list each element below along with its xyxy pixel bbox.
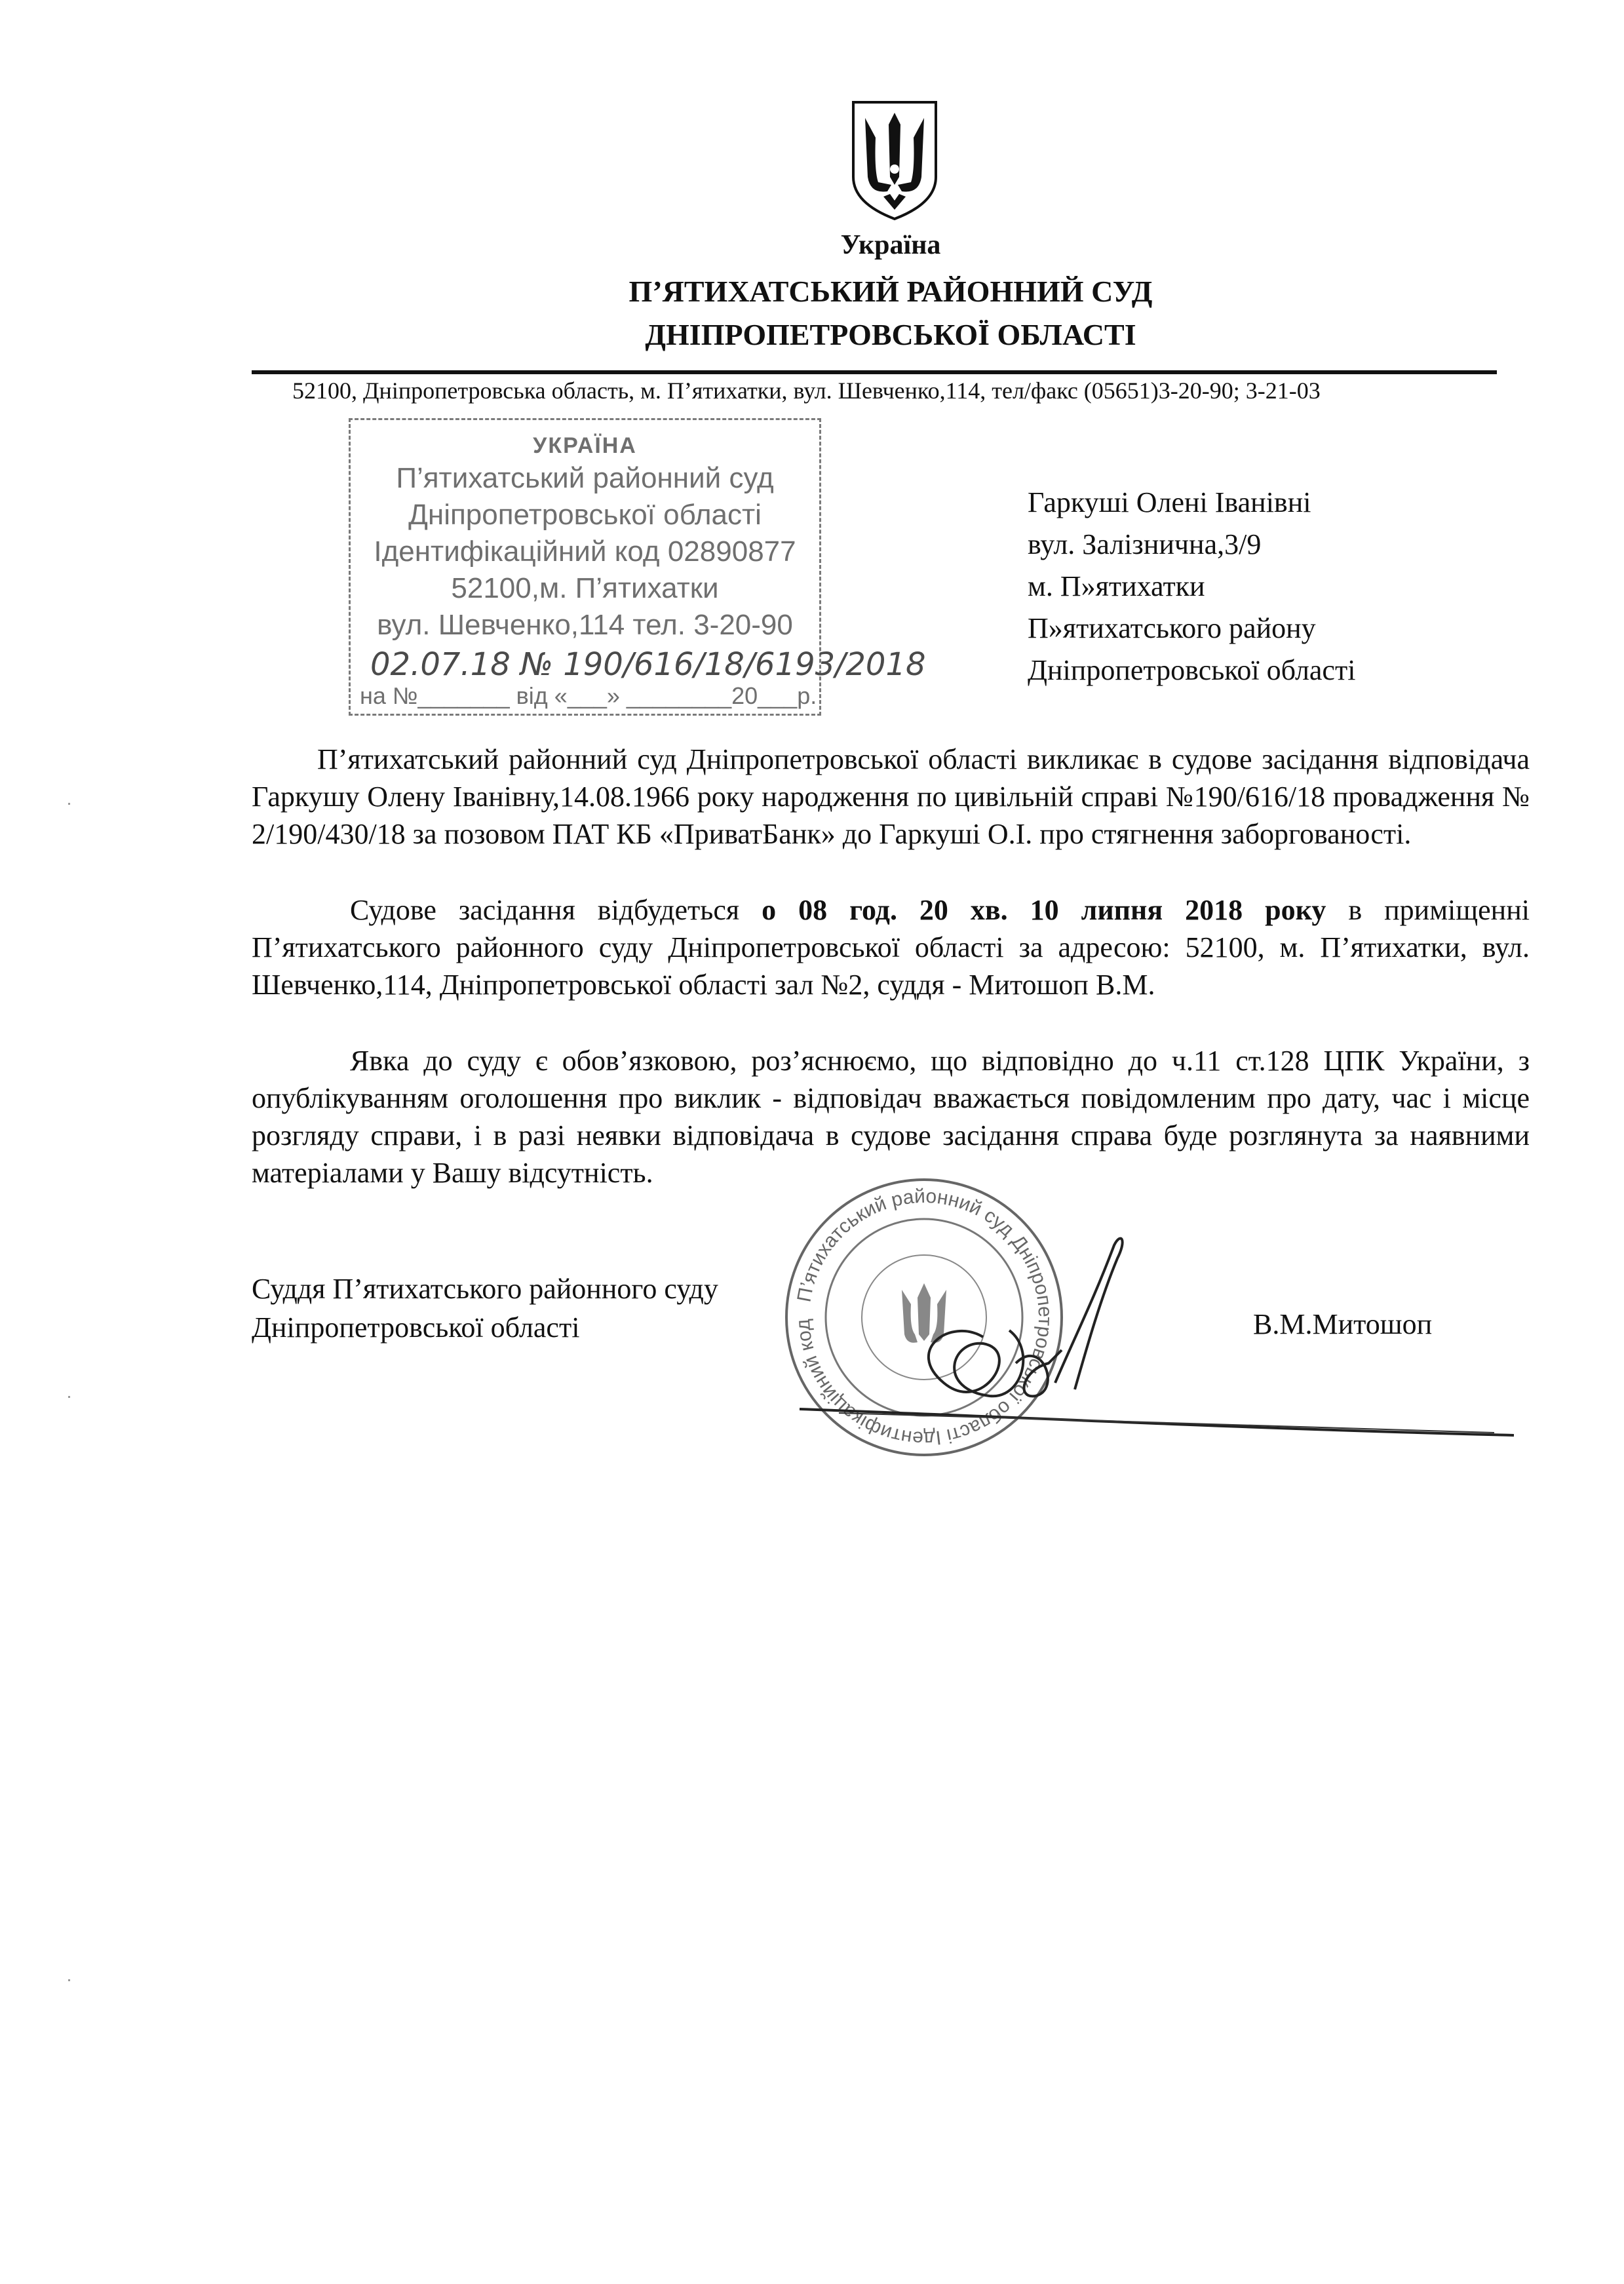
judge-title	[252, 1269, 718, 1347]
header-divider	[252, 370, 1497, 374]
recipient-region: Дніпропетровської області	[1028, 654, 1356, 686]
seal-text: П’ятихатський районний суд Дніпропетровської області Ідентифікаційний код	[792, 1185, 1056, 1450]
court-address: 52100, Дніпропетровська область, м. П’ятихатки, вул. Шевченко,114, тел/факс (05651)3-20-90; 3-21-03	[292, 377, 1321, 404]
recipient-name: Гаркуші Олені Іванівні	[1028, 486, 1311, 518]
stamp-reference-line: на №_______ від «___» ________20___р.	[360, 682, 817, 709]
recipient-city: м. П»ятихатки	[1028, 570, 1205, 602]
summons-paragraph: П’ятихатський районний суд Дніпропетровської області викликає в судове засідання відповідача Гаркушу Олену Іванівну,14.08.1966 року народження по цивільній справі №190/616/18 провадження № 2/190/430/18 за позовом ПАТ КБ «ПриватБанк» до Гаркуші О.І. про стягнення заборгованості.	[252, 743, 1530, 850]
stamp-court-name: П’ятихатський районний суд	[396, 462, 774, 494]
hearing-text-start: Судове засідання відбудеться	[350, 894, 762, 926]
court-name-line1: П’ЯТИХАТСЬКИЙ РАЙОННИЙ СУД	[628, 275, 1153, 308]
stamp-city: 52100,м. П’ятихатки	[451, 572, 719, 604]
court-name-line2: ДНІПРОПЕТРОВСЬКОЇ ОБЛАСТІ	[645, 318, 1136, 351]
stamp-country: УКРАЇНА	[533, 433, 637, 458]
judge-title-line2: Дніпропетровської області	[252, 1311, 580, 1344]
hearing-paragraph	[252, 891, 1530, 1003]
recipient-district: П»ятихатського району	[1028, 612, 1316, 644]
registration-stamp	[349, 418, 926, 716]
scan-speck	[68, 1396, 70, 1398]
stamp-region: Дніпропетровської області	[408, 499, 762, 531]
stamp-handwritten-number: 02.07.18 № 190/616/18/6193/2018	[370, 646, 926, 683]
hearing-datetime: о 08 год. 20 хв. 10 липня 2018 року	[762, 894, 1326, 926]
recipient-street: вул. Залізнична,3/9	[1028, 528, 1262, 560]
judge-signature	[786, 1219, 1520, 1507]
judge-title-line1: Суддя П’ятихатського районного суду	[252, 1273, 718, 1305]
stamp-street: вул. Шевченко,114 тел. 3-20-90	[377, 609, 793, 641]
scan-speck	[68, 1979, 70, 1981]
stamp-id-code: Ідентифікаційний код 02890877	[374, 535, 796, 568]
country-heading: Україна	[840, 230, 941, 260]
hearing-text-end: в приміщенні П’ятихатського районного суду Дніпропетровської області за адресою: 52100, м. П’ятихатки, вул. Шевченко,114, Дніпропетровської області зал №2, суддя - Митошоп В.М.	[252, 894, 1530, 1001]
attendance-paragraph: Явка до суду є обов’язковою, роз’яснюємо, що відповідно до ч.11 ст.128 ЦПК України, з опублікуванням оголошення про виклик - відповідач вважається повідомленим про дату, час і місце розгляду справи, і в разі неявки відповідача в судове засідання справа буде розглянута за наявними матеріалами у Вашу відсутність.	[252, 1045, 1530, 1189]
coat-of-arms-icon	[849, 98, 940, 223]
judge-name: В.М.Митошоп	[1253, 1308, 1433, 1340]
recipient-address	[1028, 482, 1355, 691]
scan-speck	[68, 803, 70, 805]
